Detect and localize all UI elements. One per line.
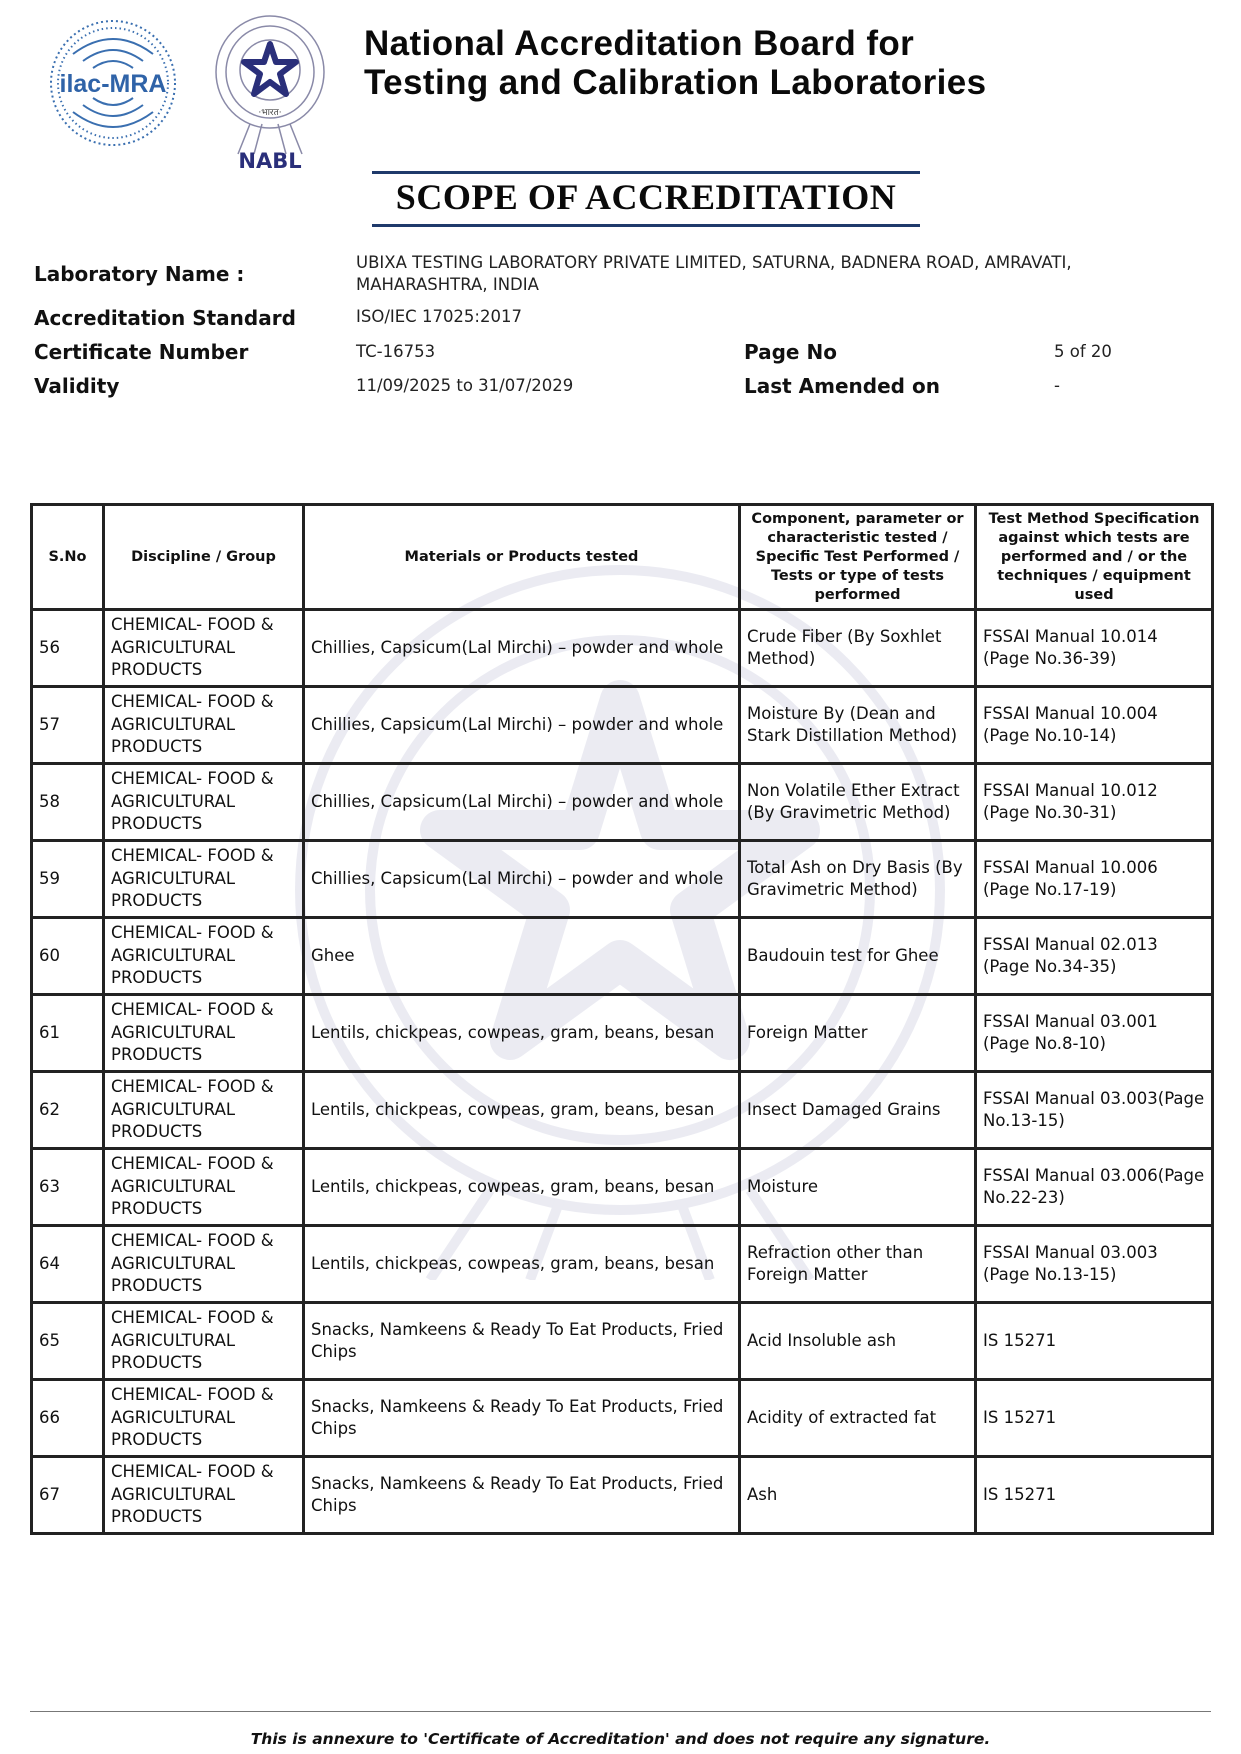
cell-method: FSSAI Manual 10.006 (Page No.17-19): [976, 841, 1213, 918]
table-row: [32, 1226, 1213, 1303]
cell-material: Chillies, Capsicum(Lal Mirchi) – powder and whole: [304, 764, 740, 841]
header-test-method: Test Method Specification against which tests are performed and / or the techniques / equipment used: [976, 505, 1213, 610]
lab-name-label: Laboratory Name :: [34, 262, 245, 286]
cell-discipline: CHEMICAL- FOOD & AGRICULTURAL PRODUCTS: [104, 995, 304, 1072]
cell-discipline: CHEMICAL- FOOD & AGRICULTURAL PRODUCTS: [104, 610, 304, 687]
header-materials: Materials or Products tested: [304, 505, 740, 610]
footer-divider: [30, 1711, 1211, 1712]
cell-sno: 59: [32, 841, 104, 918]
cell-component: Acid Insoluble ash: [740, 1303, 976, 1380]
cell-sno: 56: [32, 610, 104, 687]
cell-component: Moisture: [740, 1149, 976, 1226]
lab-name-line1: UBIXA TESTING LABORATORY PRIVATE LIMITED, SATURNA, BADNERA ROAD, AMRAVATI,: [356, 253, 1072, 272]
table-row: [32, 1457, 1213, 1534]
cell-material: Chillies, Capsicum(Lal Mirchi) – powder and whole: [304, 687, 740, 764]
scope-table: [30, 503, 1214, 1535]
cell-method: FSSAI Manual 10.012 (Page No.30-31): [976, 764, 1213, 841]
cell-material: Chillies, Capsicum(Lal Mirchi) – powder and whole: [304, 841, 740, 918]
cell-component: Foreign Matter: [740, 995, 976, 1072]
document-title: SCOPE OF ACCREDITATION: [395, 177, 897, 217]
table-row: [32, 995, 1213, 1072]
cell-component: Baudouin test for Ghee: [740, 918, 976, 995]
cell-material: Lentils, chickpeas, cowpeas, gram, beans, besan: [304, 995, 740, 1072]
cell-method: FSSAI Manual 03.001 (Page No.8-10): [976, 995, 1213, 1072]
cell-method: IS 15271: [976, 1380, 1213, 1457]
cell-method: IS 15271: [976, 1303, 1213, 1380]
cell-component: Acidity of extracted fat: [740, 1380, 976, 1457]
nabl-logo-text: NABL: [238, 149, 302, 172]
title-rule-bottom: [372, 224, 920, 227]
ilac-logo-text: ilac-MRA: [59, 70, 167, 98]
cell-discipline: CHEMICAL- FOOD & AGRICULTURAL PRODUCTS: [104, 1303, 304, 1380]
cell-discipline: CHEMICAL- FOOD & AGRICULTURAL PRODUCTS: [104, 1072, 304, 1149]
cell-discipline: CHEMICAL- FOOD & AGRICULTURAL PRODUCTS: [104, 918, 304, 995]
table-row: [32, 1303, 1213, 1380]
validity-label: Validity: [34, 374, 120, 398]
last-amended-value: -: [1054, 376, 1060, 395]
cell-component: Non Volatile Ether Extract (By Gravimetric Method): [740, 764, 976, 841]
certificate-label: Certificate Number: [34, 340, 249, 364]
cell-sno: 58: [32, 764, 104, 841]
cell-discipline: CHEMICAL- FOOD & AGRICULTURAL PRODUCTS: [104, 764, 304, 841]
cell-method: FSSAI Manual 03.006(Page No.22-23): [976, 1149, 1213, 1226]
cell-method: FSSAI Manual 10.004 (Page No.10-14): [976, 687, 1213, 764]
cell-material: Lentils, chickpeas, cowpeas, gram, beans, besan: [304, 1226, 740, 1303]
page-no-label: Page No: [744, 340, 837, 364]
cell-material: Chillies, Capsicum(Lal Mirchi) – powder and whole: [304, 610, 740, 687]
cell-discipline: CHEMICAL- FOOD & AGRICULTURAL PRODUCTS: [104, 841, 304, 918]
cell-discipline: CHEMICAL- FOOD & AGRICULTURAL PRODUCTS: [104, 1457, 304, 1534]
cell-sno: 63: [32, 1149, 104, 1226]
cell-material: Snacks, Namkeens & Ready To Eat Products, Fried Chips: [304, 1303, 740, 1380]
last-amended-label: Last Amended on: [744, 374, 940, 398]
organization-title-line2: Testing and Calibration Laboratories: [364, 63, 987, 102]
cell-sno: 66: [32, 1380, 104, 1457]
cell-sno: 61: [32, 995, 104, 1072]
certificate-value: TC-16753: [356, 342, 436, 361]
cell-discipline: CHEMICAL- FOOD & AGRICULTURAL PRODUCTS: [104, 687, 304, 764]
cell-method: FSSAI Manual 03.003 (Page No.13-15): [976, 1226, 1213, 1303]
table-row: [32, 918, 1213, 995]
cell-method: IS 15271: [976, 1457, 1213, 1534]
cell-method: FSSAI Manual 03.003(Page No.13-15): [976, 1072, 1213, 1149]
table-row: [32, 841, 1213, 918]
cell-sno: 60: [32, 918, 104, 995]
cell-sno: 64: [32, 1226, 104, 1303]
nabl-logo: [210, 12, 330, 172]
validity-value: 11/09/2025 to 31/07/2029: [356, 376, 574, 395]
cell-component: Crude Fiber (By Soxhlet Method): [740, 610, 976, 687]
cell-sno: 65: [32, 1303, 104, 1380]
page-no-value: 5 of 20: [1054, 342, 1112, 361]
lab-name-line2: MAHARASHTRA, INDIA: [356, 275, 539, 294]
cell-component: Ash: [740, 1457, 976, 1534]
cell-material: Lentils, chickpeas, cowpeas, gram, beans, besan: [304, 1149, 740, 1226]
header-sno: S.No: [32, 505, 104, 610]
table-row: [32, 1380, 1213, 1457]
cell-material: Snacks, Namkeens & Ready To Eat Products, Fried Chips: [304, 1380, 740, 1457]
cell-component: Refraction other than Foreign Matter: [740, 1226, 976, 1303]
organization-title: [364, 24, 986, 102]
nabl-inner-text: ·भारत·: [258, 108, 282, 118]
table-row: [32, 1072, 1213, 1149]
cell-component: Moisture By (Dean and Stark Distillation Method): [740, 687, 976, 764]
cell-component: Insect Damaged Grains: [740, 1072, 976, 1149]
cell-method: FSSAI Manual 02.013 (Page No.34-35): [976, 918, 1213, 995]
table-header-row: [32, 505, 1213, 610]
ilac-mra-logo: [46, 14, 180, 152]
header-discipline: Discipline / Group: [104, 505, 304, 610]
footer-note: This is annexure to 'Certificate of Accreditation' and does not require any signature.: [250, 1730, 991, 1748]
lab-name-value: [356, 252, 1072, 296]
organization-title-line1: National Accreditation Board for: [364, 24, 915, 63]
cell-material: Lentils, chickpeas, cowpeas, gram, beans, besan: [304, 1072, 740, 1149]
cell-method: FSSAI Manual 10.014 (Page No.36-39): [976, 610, 1213, 687]
cell-component: Total Ash on Dry Basis (By Gravimetric Method): [740, 841, 976, 918]
cell-sno: 67: [32, 1457, 104, 1534]
standard-value: ISO/IEC 17025:2017: [356, 307, 522, 326]
table-row: [32, 764, 1213, 841]
cell-material: Snacks, Namkeens & Ready To Eat Products, Fried Chips: [304, 1457, 740, 1534]
cell-discipline: CHEMICAL- FOOD & AGRICULTURAL PRODUCTS: [104, 1226, 304, 1303]
standard-label: Accreditation Standard: [34, 306, 296, 330]
cell-sno: 62: [32, 1072, 104, 1149]
cell-discipline: CHEMICAL- FOOD & AGRICULTURAL PRODUCTS: [104, 1149, 304, 1226]
header-component: Component, parameter or characteristic tested / Specific Test Performed / Tests or type of tests performed: [740, 505, 976, 610]
table-row: [32, 610, 1213, 687]
cell-discipline: CHEMICAL- FOOD & AGRICULTURAL PRODUCTS: [104, 1380, 304, 1457]
title-rule-top: [372, 171, 920, 174]
table-row: [32, 687, 1213, 764]
cell-sno: 57: [32, 687, 104, 764]
cell-material: Ghee: [304, 918, 740, 995]
table-row: [32, 1149, 1213, 1226]
